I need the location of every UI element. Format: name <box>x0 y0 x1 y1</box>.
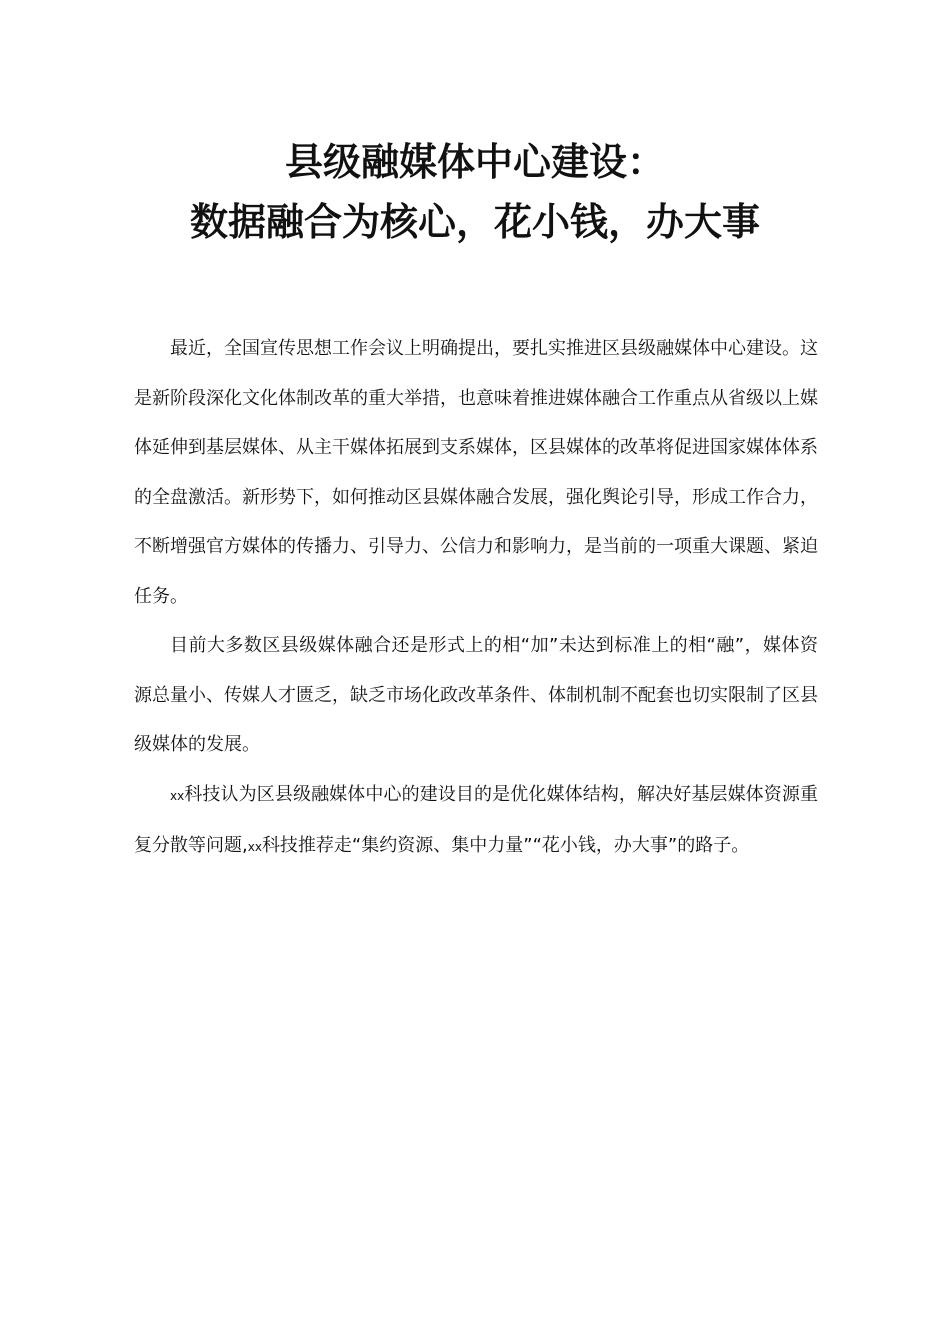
company-placeholder: xx <box>170 788 185 803</box>
paragraph-1: 最近，全国宣传思想工作会议上明确提出，要扎实推进区县级融媒体中心建设。这是新阶段深化文化体制改革的重大举措，也意味着推进媒体融合工作重点从省级以上媒体延伸到基层媒体、从主干媒体拓展到支系媒体，区县媒体的改革将促进国家媒体体系的全盘激活。新形势下，如何推动区县媒体融合发展，强化舆论引导，形成工作合力，不断增强官方媒体的传播力、引导力、公信力和影响力，是当前的一项重大课题、紧迫任务。 <box>134 338 818 607</box>
document-title-line-2: 数据融合为核心，花小钱，办大事 <box>189 200 760 244</box>
paragraph-3-text-1: 科技认为区县级融媒体中心的建设目的是优化媒体结构，解决好基层媒体资源重复分散等问题, <box>134 783 818 856</box>
paragraph-3 <box>134 770 818 873</box>
document-body <box>134 324 818 873</box>
paragraph-3-text-2: 科技推荐走“集约资源、集中力量”“花小钱，办大事”的路子。 <box>261 835 750 856</box>
paragraph-2: 目前大多数区县级媒体融合还是形式上的相“加”未达到标准上的相“融”，媒体资源总量小、传媒人才匮乏，缺乏市场化政改革条件、体制机制不配套也切实限制了区县级媒体的发展。 <box>134 635 818 755</box>
company-placeholder-2: xx <box>247 840 262 854</box>
document-title-line-1: 县级融媒体中心建设： <box>284 140 665 184</box>
